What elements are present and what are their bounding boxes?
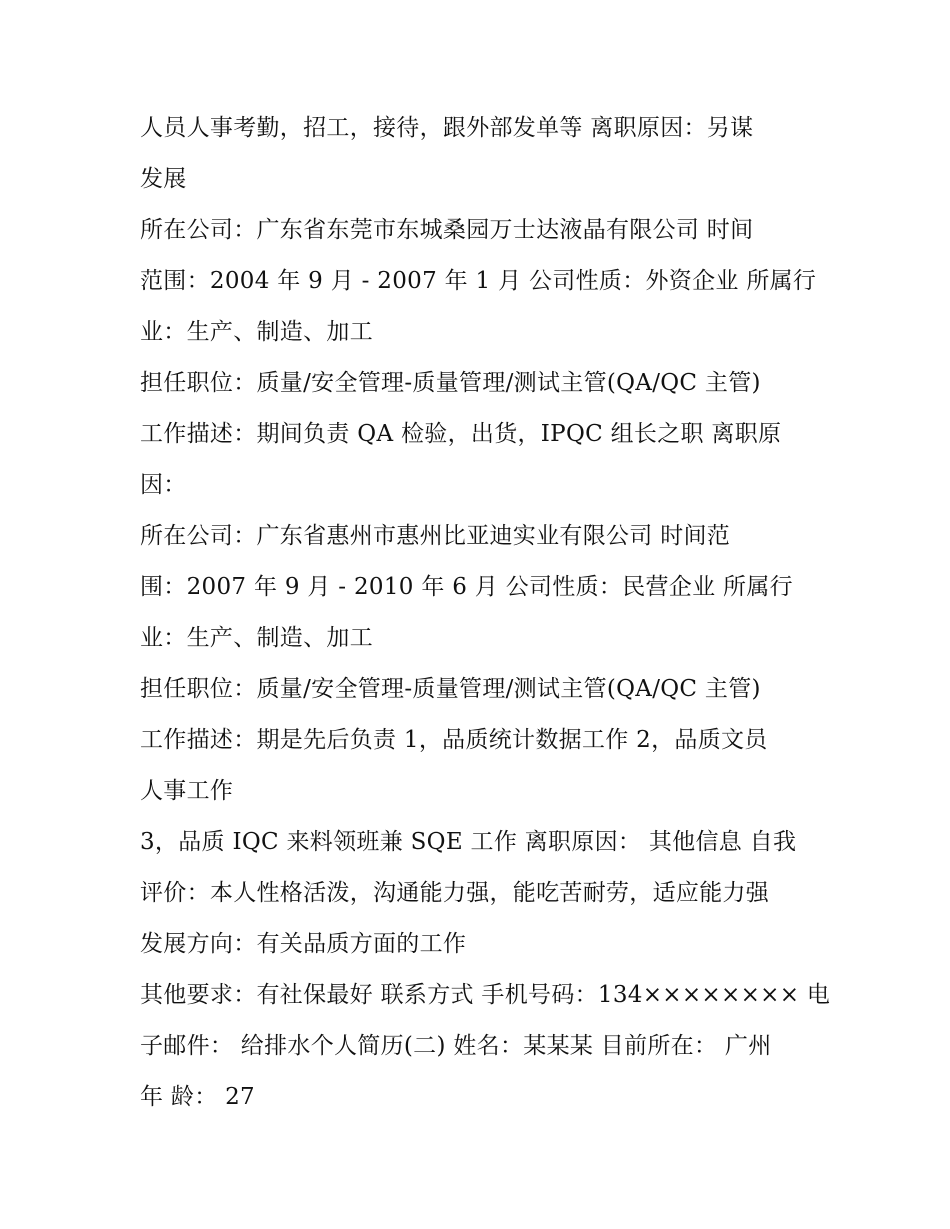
text-line: 因：	[140, 472, 187, 498]
text-line: 所在公司：广东省惠州市惠州比亚迪实业有限公司 时间范	[140, 523, 731, 549]
text-line: 工作描述：期间负责 QA 检验，出货，IPQC 组长之职 离职原	[140, 421, 782, 447]
text-line: 评价：本人性格活泼，沟通能力强，能吃苦耐劳，适应能力强	[140, 880, 770, 906]
text-line: 担任职位：质量/安全管理-质量管理/测试主管(QA/QC 主管)	[140, 370, 761, 396]
text-line: 业：生产、制造、加工	[140, 625, 373, 651]
text-line: 其他要求：有社保最好 联系方式 手机号码：134×××××××× 电	[140, 982, 831, 1008]
text-line: 3，品质 IQC 来料领班兼 SQE 工作 离职原因： 其他信息 自我	[140, 829, 797, 855]
text-line: 工作描述：期是先后负责 1，品质统计数据工作 2，品质文员	[140, 727, 768, 753]
text-line: 围：2007 年 9 月 - 2010 年 6 月 公司性质：民营企业 所属行	[140, 574, 793, 600]
text-line: 发展方向：有关品质方面的工作	[140, 931, 467, 957]
text-line: 人事工作	[140, 778, 234, 804]
text-line: 发展	[140, 166, 187, 192]
text-line: 范围：2004 年 9 月 - 2007 年 1 月 公司性质：外资企业 所属行	[140, 268, 817, 294]
text-line: 业：生产、制造、加工	[140, 319, 373, 345]
text-line: 所在公司：广东省东莞市东城桑园万士达液晶有限公司 时间	[140, 217, 754, 243]
text-line: 人员人事考勤，招工，接待，跟外部发单等 离职原因：另谋	[140, 115, 754, 141]
text-line: 担任职位：质量/安全管理-质量管理/测试主管(QA/QC 主管)	[140, 676, 761, 702]
resume-text-body	[140, 103, 831, 1123]
text-line: 子邮件： 给排水个人简历(二) 姓名：某某某 目前所在： 广州	[140, 1033, 772, 1059]
text-line: 年 龄： 27	[140, 1084, 255, 1110]
